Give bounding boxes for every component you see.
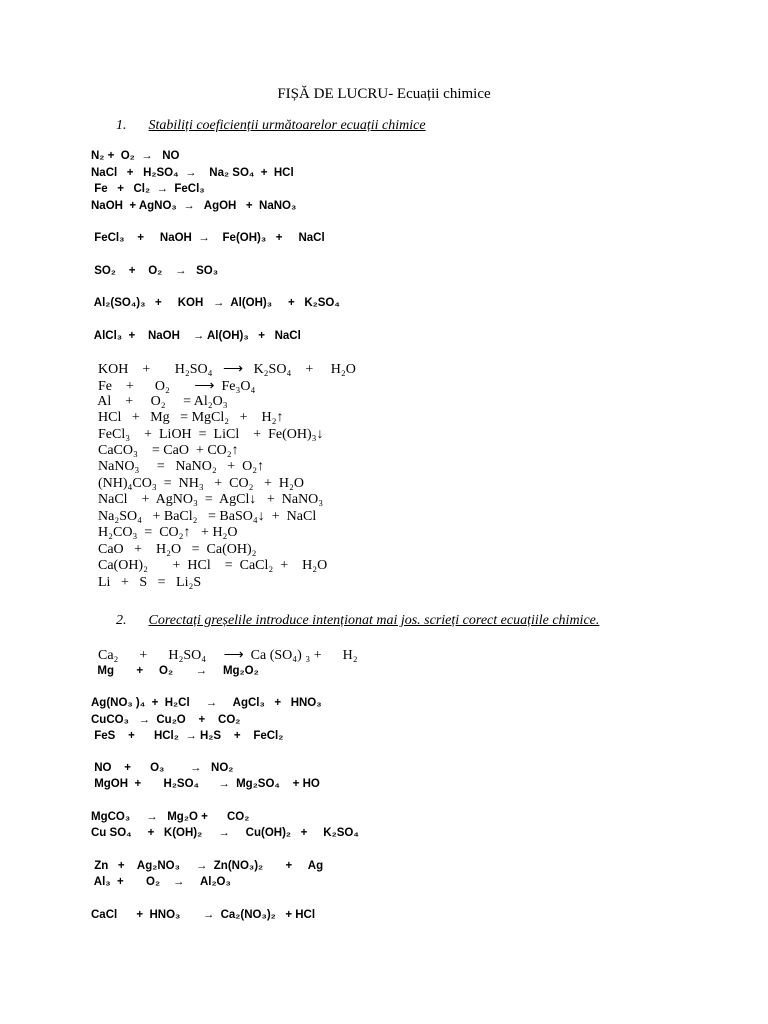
equation-line: N₂ + O₂ → NO: [91, 150, 180, 162]
equation-line: MgCO₃ → Mg₂O + CO₂: [91, 811, 250, 823]
equation-line: Al + O₂ = Al₂O₃: [91, 394, 228, 409]
equation-line: Ag(NO₃ )₄ + H₂Cl → AgCl₃ + HNO₃: [91, 697, 322, 709]
equation-line: Fe + O₂ ⟶ Fe₃O₄: [91, 379, 256, 394]
equation-line: MgOH + H₂SO₄ → Mg₂SO₄ + HO: [91, 778, 320, 790]
equation-line: HCl + Mg = MgCl₂ + H₂↑: [91, 410, 284, 425]
equation-line: SO₂ + O₂ → SO₃: [91, 265, 219, 277]
equation-line: CaCO₃ = CaO + CO₂↑: [91, 443, 239, 458]
equation-line: H₂CO₃ = CO₂↑ + H₂O: [91, 525, 238, 540]
equation-line: NaCl + H₂SO₄ → Na₂ SO₄ + HCl: [91, 167, 294, 179]
equation-line: CuCO₃ → Cu₂O + CO₂: [91, 714, 241, 726]
equation-line: FeCl₃ + NaOH → Fe(OH)₃ + NaCl: [91, 232, 325, 244]
section-2-text: Corectați greșelile introduce intenționat mai jos. scrieți corect ecuațiile chimice.: [148, 613, 600, 628]
equation-line: CaO + H₂O = Ca(OH)₂: [91, 542, 257, 557]
equation-line: Cu SO₄ + K(OH)₂ → Cu(OH)₂ + K₂SO₄: [91, 827, 359, 839]
equation-line: KOH + H₂SO₄ ⟶ K₂SO₄ + H₂O: [91, 362, 356, 377]
equation-line: NaCl + AgNO₃ = AgCl↓ + NaNO₃: [91, 492, 324, 507]
section-1-number: 1.: [116, 118, 127, 133]
equation-line: FeCl₃ + LiOH = LiCl + Fe(OH)₃↓: [91, 427, 324, 442]
section-2-number: 2.: [116, 613, 127, 628]
equation-line: Li + S = Li₂S: [91, 575, 202, 590]
equation-line: CaCl + HNO₃ → Ca₂(NO₃)₂ + HCl: [91, 909, 316, 921]
equation-line: Fe + Cl₂ → FeCl₃: [91, 183, 205, 195]
equation-line: Al₂(SO₄)₃ + KOH → Al(OH)₃ + K₂SO₄: [91, 297, 340, 309]
equation-line: Ca₂ + H₂SO₄ ⟶ Ca (SO₄) ₃ + H₂: [91, 648, 358, 663]
equation-line: FeS + HCl₂ → H₂S + FeCl₂: [91, 730, 284, 742]
equation-line: (NH)₄CO₃ = NH₃ + CO₂ + H₂O: [91, 476, 304, 491]
equation-line: AlCl₃ + NaOH → Al(OH)₃ + NaCl: [91, 330, 301, 342]
page-title: FIȘĂ DE LUCRU- Ecuații chimice: [277, 86, 491, 102]
equation-line: Na₂SO₄ + BaCl₂ = BaSO₄↓ + NaCl: [91, 509, 317, 524]
equation-line: Ca(OH)₂ + HCl = CaCl₂ + H₂O: [91, 558, 328, 573]
section-1-text: Stabiliți coeficienții următoarelor ecuații chimice: [148, 118, 426, 133]
section-2-instruction: [116, 613, 599, 629]
equation-line: Zn + Ag₂NO₃ → Zn(NO₃)₂ + Ag: [91, 860, 324, 872]
equation-line: Al₃ + O₂ → Al₂O₃: [91, 876, 231, 888]
equation-line: NaOH + AgNO₃ → AgOH + NaNO₃: [91, 200, 297, 212]
equation-line: NaNO₃ = NaNO₂ + O₂↑: [91, 459, 265, 474]
equation-line: Mg + O₂ → Mg₂O₂: [91, 665, 259, 677]
section-1-instruction: [116, 118, 426, 134]
equation-line: NO + O₃ → NO₂: [91, 762, 234, 774]
